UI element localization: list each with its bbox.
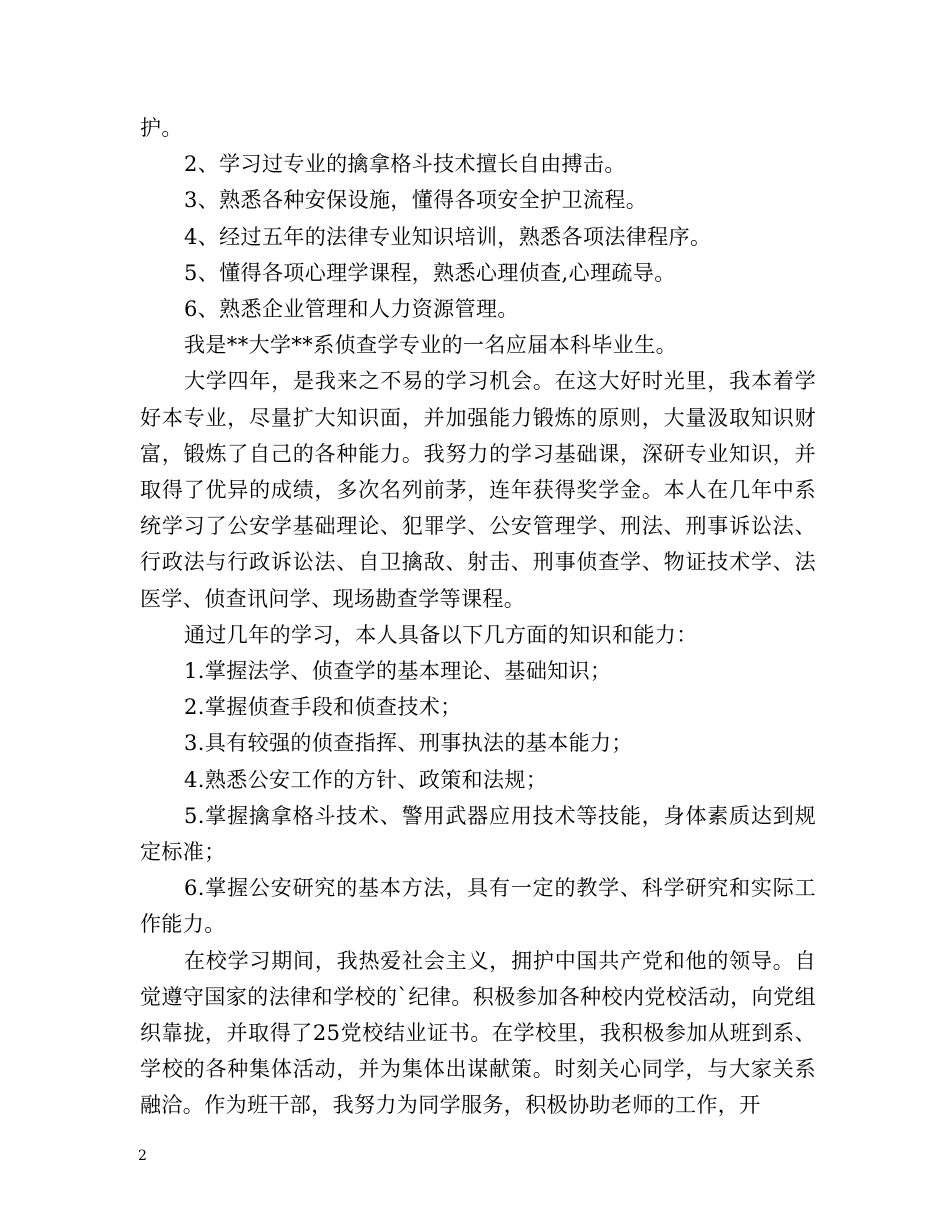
list-item: 5.掌握擒拿格斗技术、警用武器应用技术等技能，身体素质达到规定标准； [140, 803, 816, 865]
paragraph: 护。 [140, 116, 183, 140]
list-item: 2.掌握侦查手段和侦查技术； [184, 695, 462, 720]
list-item: 3.具有较强的侦查指挥、刑事执法的基本能力； [184, 731, 633, 756]
paragraph: 6、熟悉企业管理和人力资源管理。 [184, 297, 519, 322]
list-item: 6.掌握公安研究的基本方法，具有一定的教学、科学研究和实际工作能力。 [140, 876, 816, 937]
paragraph: 4、经过五年的法律专业知识培训，熟悉各项法律程序。 [184, 224, 712, 249]
paragraph: 2、学习过专业的擒拿格斗技术擅长自由搏击。 [184, 152, 626, 177]
paragraph: 5、懂得各项心理学课程，熟悉心理侦查,心理疏导。 [184, 260, 676, 285]
list-item: 1.掌握法学、侦查学的基本理论、基础知识； [184, 659, 612, 684]
paragraph: 大学四年，是我来之不易的学习机会。在这大好时光里，我本着学好本专业，尽量扩大知识面，并加强能力锻炼的原则，大量汲取知识财富，锻炼了自己的各种能力。我努力的学习基础课，深研专业知识，并取得了优异的成绩，多次名列前茅，连年获得奖学金。本人在几年中系统学习了公安学基础理论、犯罪学、公安管理学、刑法、刑事诉讼法、行政法与行政诉讼法、自卫擒敌、射击、刑事侦查学、物证技术学、法医学、侦查讯问学、现场勘查学等课程。 [140, 369, 816, 611]
paragraph: 在校学习期间，我热爱社会主义，拥护中国共产党和他的领导。自觉遵守国家的法律和学校的`纪律。积极参加各种校内党校活动，向党组织靠拢，并取得了25党校结业证书。在学校里，我积极参加从班到系、学校的各种集体活动，并为集体出谋献策。时刻关心同学，与大家关系融洽。作为班干部，我努力为同学服务，积极协助老师的工作，开 [140, 948, 816, 1118]
body-text [140, 110, 816, 1124]
page-number: 2 [138, 1148, 147, 1164]
paragraph: 3、熟悉各种安保设施，懂得各项安全护卫流程。 [184, 188, 648, 213]
paragraph: 我是**大学**系侦查学专业的一名应届本科毕业生。 [184, 333, 677, 358]
list-item: 4.熟悉公安工作的方针、政策和法规； [184, 767, 548, 792]
paragraph: 通过几年的学习，本人具备以下几方面的知识和能力： [184, 622, 698, 647]
